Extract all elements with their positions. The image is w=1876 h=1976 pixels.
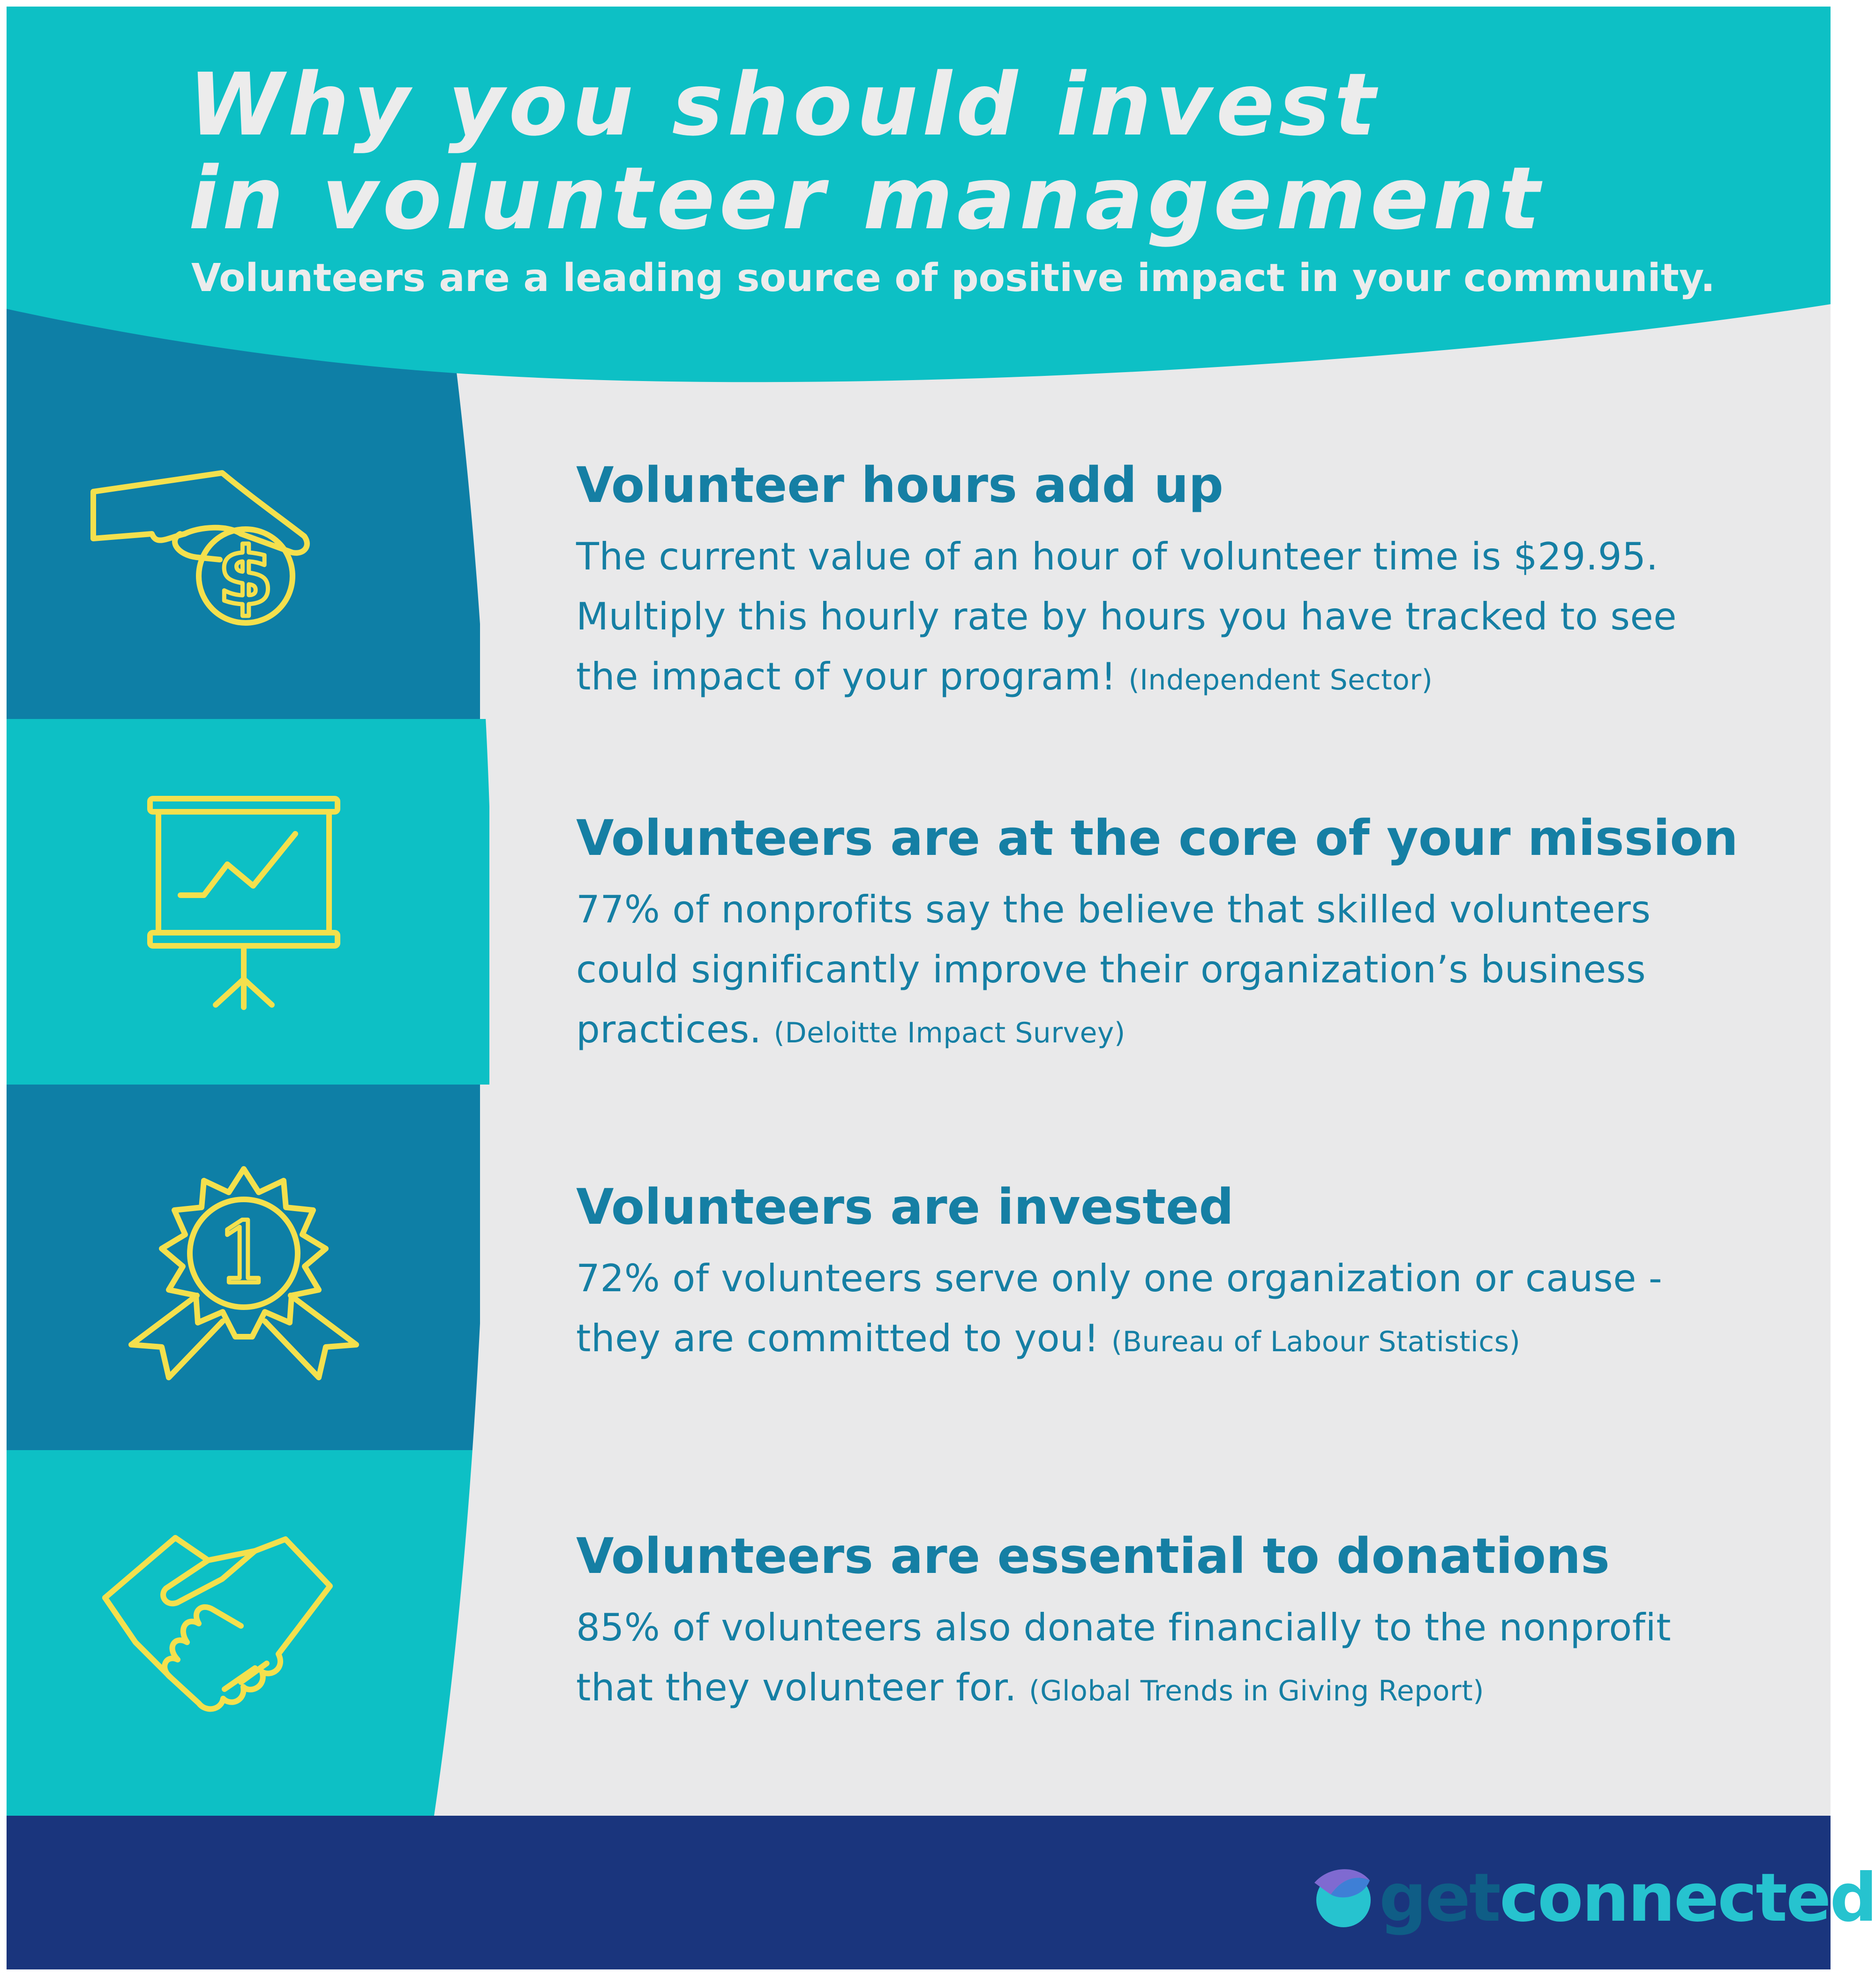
section-2-line-3-wrap xyxy=(576,1000,1776,1063)
number-one-award-ribbon-icon xyxy=(122,1160,366,1380)
section-core-mission xyxy=(576,809,1776,1063)
section-1-line-2: Multiply this hourly rate by hours you have tracked to see xyxy=(576,595,1677,638)
section-volunteer-hours xyxy=(576,457,1776,710)
brand-wordmark xyxy=(1379,1857,1876,1939)
section-4-line-2-wrap xyxy=(576,1658,1776,1721)
svg-text:1: 1 xyxy=(217,1205,271,1302)
section-2-source: (Deloitte Impact Survey) xyxy=(773,1017,1126,1049)
section-4-body xyxy=(576,1598,1776,1721)
section-2-body xyxy=(576,880,1776,1063)
getconnected-logo-icon xyxy=(1310,1862,1373,1932)
section-2-line-3: practices. xyxy=(576,1008,762,1051)
section-3-line-1: 72% of volunteers serve only one organization or cause - xyxy=(576,1257,1663,1300)
section-1-line-1: The current value of an hour of volunteer time is $29.95. xyxy=(576,535,1658,578)
section-4-line-2: that they volunteer for. xyxy=(576,1666,1017,1709)
section-3-body xyxy=(576,1249,1776,1372)
hand-coin-dollar-icon xyxy=(86,464,321,632)
section-4-source: (Global Trends in Giving Report) xyxy=(1029,1675,1485,1707)
svg-text:$: $ xyxy=(218,531,274,623)
presentation-chart-icon xyxy=(145,794,342,1014)
section-2-line-1: 77% of nonprofits say the believe that skilled volunteers xyxy=(576,888,1651,931)
section-1-line-3-wrap xyxy=(576,647,1776,710)
section-3-source: (Bureau of Labour Statistics) xyxy=(1111,1325,1521,1358)
section-4-heading: Volunteers are essential to donations xyxy=(576,1527,1610,1585)
section-donations xyxy=(576,1527,1776,1721)
section-2-line-2: could significantly improve their organization’s business xyxy=(576,948,1646,991)
brand-part-get: get xyxy=(1379,1859,1500,1937)
handshake-icon xyxy=(100,1532,335,1715)
section-4-line-1: 85% of volunteers also donate financially to the nonprofit xyxy=(576,1606,1671,1649)
section-2-heading: Volunteers are at the core of your mission xyxy=(576,809,1738,867)
section-1-heading: Volunteer hours add up xyxy=(576,457,1223,514)
section-1-source: (Independent Sector) xyxy=(1128,664,1433,696)
section-3-line-2: they are committed to you! xyxy=(576,1317,1099,1360)
section-1-body xyxy=(576,527,1776,710)
title-line-2: in volunteer management xyxy=(188,149,1544,249)
section-3-line-2-wrap xyxy=(576,1309,1776,1372)
page-title xyxy=(188,55,1544,249)
section-1-line-3: the impact of your program! xyxy=(576,655,1117,698)
section-invested xyxy=(576,1178,1776,1372)
title-line-1: Why you should invest xyxy=(188,55,1380,155)
brand-logo xyxy=(1310,1857,1876,1939)
section-3-heading: Volunteers are invested xyxy=(576,1178,1234,1235)
page-subtitle: Volunteers are a leading source of positive impact in your community. xyxy=(191,256,1715,300)
brand-part-connected: connected xyxy=(1499,1859,1876,1937)
infographic xyxy=(7,7,1876,1969)
